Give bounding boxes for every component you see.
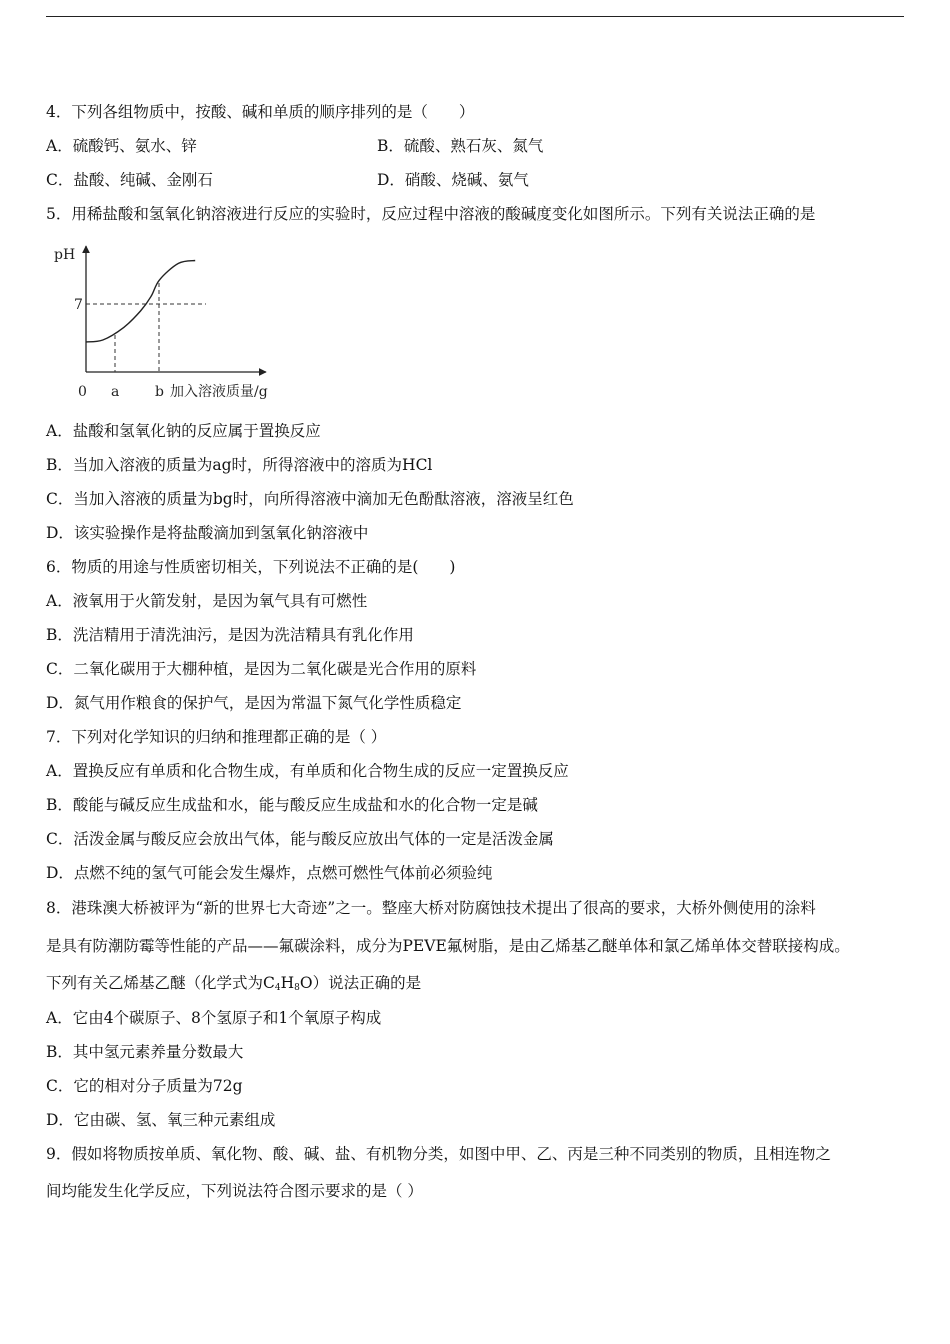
- q7-option-c: C．活泼金属与酸反应会放出气体，能与酸反应放出气体的一定是活泼金属: [46, 830, 554, 848]
- q7-option-b: B．酸能与碱反应生成盐和水，能与酸反应生成盐和水的化合物一定是碱: [46, 796, 538, 814]
- formula-sub-4: 4: [274, 983, 281, 993]
- ph-curve: [86, 261, 195, 342]
- q8-stem-line3: [46, 973, 421, 998]
- formula-sub-8: 8: [294, 983, 300, 993]
- q4-option-b: B．硫酸、熟石灰、氮气: [377, 137, 544, 155]
- q8-option-a: A．它由4个碳原子、8个氢原子和1个氧原子构成: [46, 1009, 382, 1027]
- q8-stem-pre: 下列有关乙烯基乙醚（化学式为C: [46, 974, 275, 992]
- q6-option-d: D．氮气用作粮食的保护气，是因为常温下氮气化学性质稳定: [46, 694, 462, 712]
- q4-stem: 4．下列各组物质中，按酸、碱和单质的顺序排列的是（ ）: [46, 103, 475, 121]
- q6-option-b: B．洗洁精用于清洗油污，是因为洗洁精具有乳化作用: [46, 626, 414, 644]
- q8-stem-post: O）说法正确的是: [299, 974, 422, 992]
- q8-option-b: B．其中氢元素养量分数最大: [46, 1043, 244, 1061]
- q7-option-d: D．点燃不纯的氢气可能会发生爆炸，点燃可燃性气体前必须验纯: [46, 864, 493, 882]
- q6-stem: 6．物质的用途与性质密切相关，下列说法不正确的是( ): [46, 558, 456, 576]
- ph-chart: [50, 240, 300, 405]
- q6-option-c: C．二氧化碳用于大棚种植，是因为二氧化碳是光合作用的原料: [46, 660, 477, 678]
- q4-option-a: A．硫酸钙、氨水、锌: [46, 137, 197, 155]
- x-tick-b: b: [155, 384, 164, 400]
- q7-option-a: A．置换反应有单质和化合物生成，有单质和化合物生成的反应一定置换反应: [46, 762, 569, 780]
- q5-option-a: A．盐酸和氢氧化钠的反应属于置换反应: [46, 422, 321, 440]
- x-tick-a: a: [111, 384, 120, 400]
- q5-option-d: D．该实验操作是将盐酸滴加到氢氧化钠溶液中: [46, 524, 369, 542]
- q6-option-a: A．液氧用于火箭发射，是因为氧气具有可燃性: [46, 592, 368, 610]
- formula-h: H: [280, 974, 295, 992]
- q9-stem-line1: 9．假如将物质按单质、氧化物、酸、碱、盐、有机物分类，如图中甲、乙、丙是三种不同类别的物质，且相连物之: [46, 1145, 831, 1163]
- q8-stem-line1: 8．港珠澳大桥被评为“新的世界七大奇迹”之一。整座大桥对防腐蚀技术提出了很高的要求，大桥外侧使用的涂料: [46, 899, 816, 917]
- q9-stem-line2: 间均能发生化学反应，下列说法符合图示要求的是（ ）: [46, 1182, 423, 1200]
- q5-option-b: B．当加入溶液的质量为ag时，所得溶液中的溶质为HCl: [46, 456, 433, 474]
- y-tick-7: 7: [74, 297, 83, 313]
- y-axis-label: pH: [54, 247, 76, 263]
- q5-option-c: C．当加入溶液的质量为bg时，向所得溶液中滴加无色酚酞溶液，溶液呈红色: [46, 490, 574, 508]
- q8-stem-line2: 是具有防潮防霉等性能的产品——氟碳涂料，成分为PEVE氟树脂，是由乙烯基乙醚单体和氯乙烯单体交替联接构成。: [46, 937, 850, 955]
- q8-option-c: C．它的相对分子质量为72g: [46, 1077, 243, 1095]
- q4-option-c: C．盐酸、纯碱、金刚石: [46, 171, 213, 189]
- q5-stem: 5．用稀盐酸和氢氧化钠溶液进行反应的实验时，反应过程中溶液的酸碱度变化如图所示。下列有关说法正确的是: [46, 205, 816, 223]
- q7-stem: 7．下列对化学知识的归纳和推理都正确的是（ ）: [46, 728, 387, 746]
- x-tick-0: 0: [78, 384, 87, 400]
- x-axis-label: 加入溶液质量/g: [170, 384, 268, 400]
- header-rule: [46, 16, 904, 17]
- q8-option-d: D．它由碳、氢、氧三种元素组成: [46, 1111, 276, 1129]
- q4-option-d: D．硝酸、烧碱、氨气: [377, 171, 529, 189]
